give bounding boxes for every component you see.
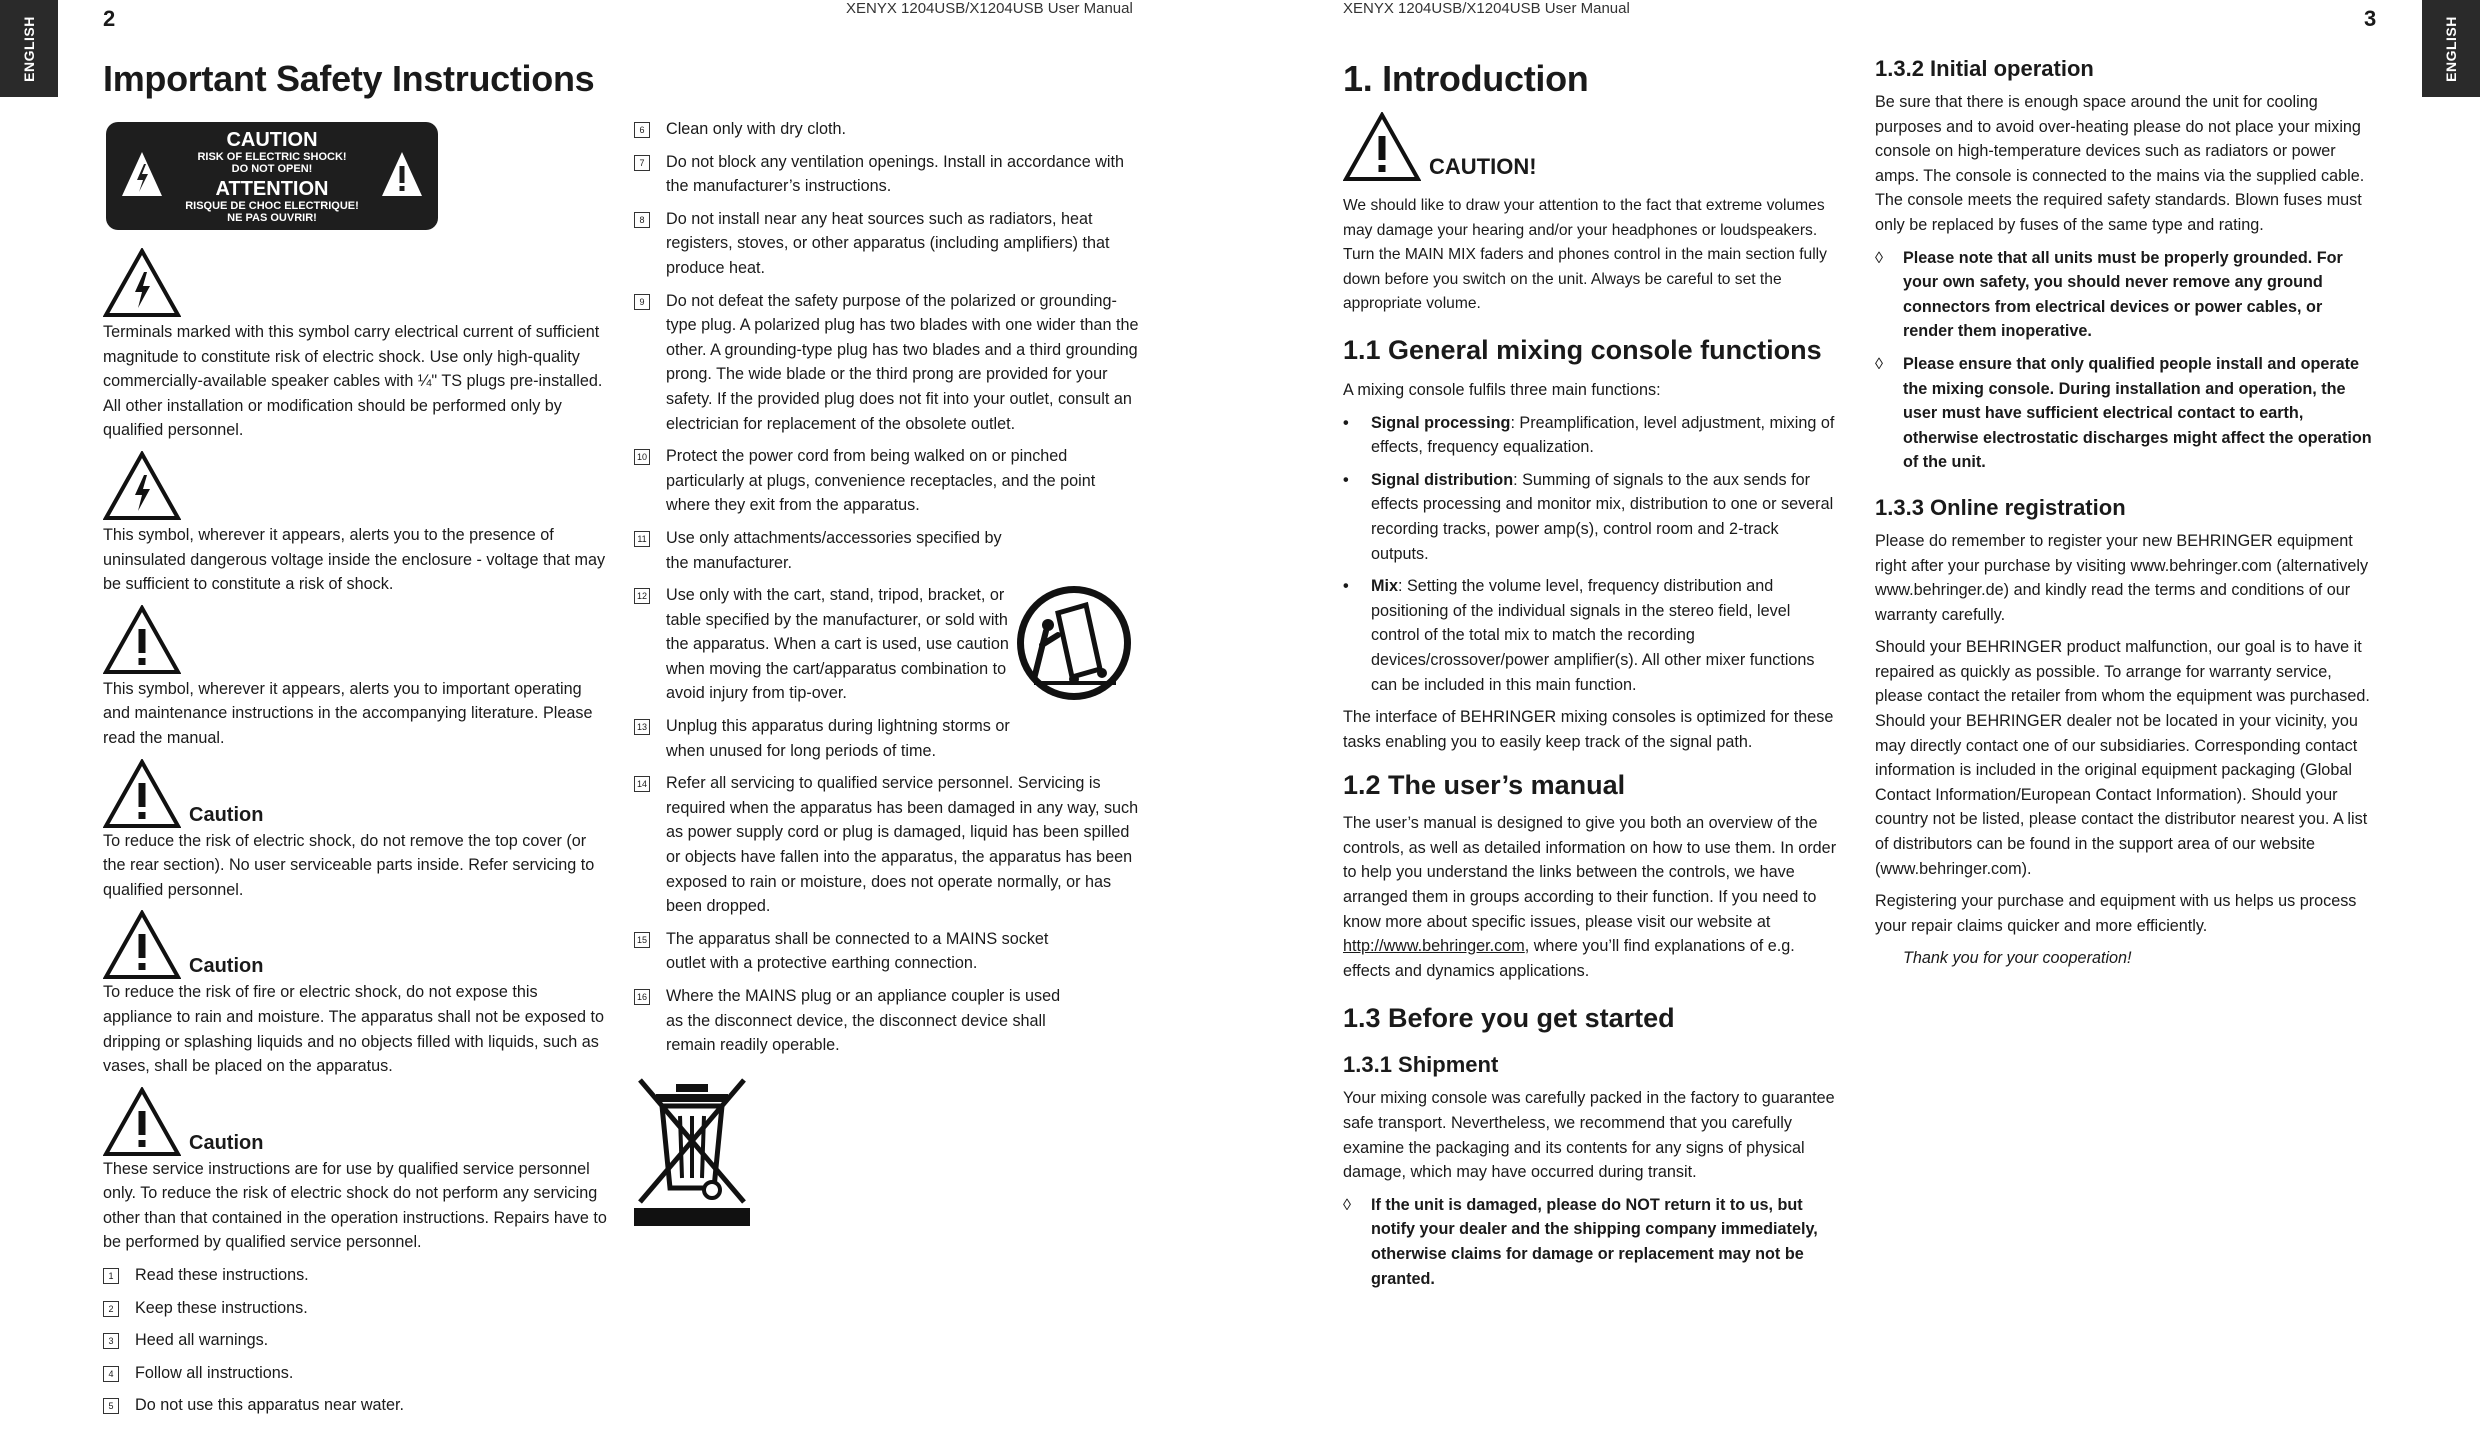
list-item: [103, 1296, 608, 1321]
list-text: The apparatus shall be connected to a MAINS socket outlet with a protective earthing connection.: [666, 929, 1049, 973]
caution-plate-line: DO NOT OPEN!: [231, 163, 313, 175]
bullet-term: Signal distribution: [1371, 470, 1514, 489]
list-number: 1: [103, 1268, 119, 1284]
lightning-warning-icon: [103, 451, 181, 521]
bullet-term: Mix: [1371, 577, 1398, 596]
paragraph: Your mixing console was carefully packed in the factory to guarantee safe transport. Nevertheless, we recommend that you carefully examine the packaging and its contents for any signs of physical damage, which may have occurred during transit.: [1343, 1089, 1835, 1182]
list-number: 4: [103, 1366, 119, 1382]
list-text: Do not block any ventilation openings. Install in accordance with the manufacturer’s instructions.: [666, 152, 1125, 196]
list-number: 13: [634, 719, 650, 735]
instruction-list-part-1: [103, 1263, 608, 1418]
list-text: Do not use this apparatus near water.: [135, 1396, 405, 1415]
list-text: Use only attachments/accessories specified by the manufacturer.: [666, 528, 1002, 572]
list-item: [634, 714, 1139, 763]
list-text: Heed all warnings.: [135, 1331, 269, 1350]
bullet-text: [1371, 411, 1838, 460]
subsection-heading: 1.3.3 Online registration: [1875, 494, 2126, 520]
bullet-body: : Preamplification, level adjustment, mixing of effects, frequency equalization.: [1371, 413, 1835, 457]
exclamation-warning-icon: [380, 150, 424, 198]
right-column-2: [1875, 56, 2375, 971]
list-text: Refer all servicing to qualified service personnel. Servicing is required when the apparatus has been damaged in any way, such as power supply cord or plug is damaged, liquid has been spilled or objects have fallen into the apparatus, the apparatus has been exposed to rain or moisture, does not operate normally, or has been dropped.: [666, 774, 1139, 916]
list-number: 15: [634, 932, 650, 948]
symbol-3-text: This symbol, wherever it appears, alerts you to important operating and maintenance instructions in the accompanying literature. Please read the manual.: [103, 679, 593, 747]
caution-2-header: [103, 910, 608, 980]
list-number: 9: [634, 294, 650, 310]
note-item: [1343, 1193, 1838, 1291]
caution-plate-line: NE PAS OUVRIR!: [227, 212, 317, 224]
list-number: 5: [103, 1398, 119, 1414]
bullet-body: : Summing of signals to the aux sends for effects processing and monitor mix, distribution to one or several recording tracks, power amp(s), control room and 2-track outputs.: [1371, 470, 1834, 563]
section-heading: 1.2 The user’s manual: [1343, 770, 1626, 801]
paragraph: Please do remember to register your new BEHRINGER equipment right after your purchase by visiting www.behringer.com (alternatively www.behringer.de) and kindly read the terms and conditions of our warranty carefully.: [1875, 531, 2369, 624]
subsection-heading: 1.3.1 Shipment: [1343, 1052, 1499, 1078]
note-text: Please note that all units must be properly grounded. For your own safety, you should never remove any ground connectors from electrical devices or power cables, or render them inoperative.: [1903, 248, 2343, 341]
paragraph: [1343, 811, 1838, 983]
symbol-2-text: This symbol, wherever it appears, alerts you to the presence of uninsulated dangerous voltage inside the enclosure - voltage that may be sufficient to constitute a risk of shock.: [103, 525, 606, 594]
list-item: [103, 1361, 608, 1386]
list-item: [634, 444, 1139, 518]
caution-plate-line: ATTENTION: [215, 178, 329, 200]
list-item: [634, 984, 1079, 1058]
list-number: 14: [634, 776, 650, 792]
caution-2-title: Caution: [189, 955, 264, 978]
section-title: 1. Introduction: [1343, 58, 1589, 99]
list-text: Do not install near any heat sources such as radiators, heat registers, stoves, or other apparatus (including amplifiers) that produce heat.: [666, 209, 1110, 277]
paragraph: Should your BEHRINGER product malfunction, our goal is to have it repaired as quickly as possible. To arrange for warranty service, please contact the retailer from whom the equipment was purchased. Should your BEHRINGER dealer not be located in your vicinity, you may directly contact one of our subsidiaries. Corresponding contact information is included in the original equipment packaging (Global Contact Information/European Contact Information). Should your country not be listed, please contact the distributor nearest you. A list of distributors can be found in the support area of our website (www.behringer.com).: [1875, 638, 2370, 878]
list-item: [103, 1263, 608, 1288]
list-text: Do not defeat the safety purpose of the polarized or grounding-type plug. A polarized plug has two blades with one wider than the other. A grounding-type plug has two blades and a third grounding prong. The wide blade or the third prong are provided for your safety. If the provided plug does not fit into your outlet, consult an electrician for replacement of the obsolete outlet.: [666, 291, 1139, 433]
paragraph: The interface of BEHRINGER mixing consoles is optimized for these tasks enabling you to easily keep track of the signal path.: [1343, 708, 1834, 751]
manual-title-left: XENYX 1204USB/X1204USB User Manual: [846, 0, 1133, 17]
bullet-term: Signal processing: [1371, 413, 1511, 432]
list-item: [103, 1328, 608, 1353]
right-column-1: [1343, 58, 1838, 1291]
section-heading: 1.3 Before you get started: [1343, 1003, 1675, 1034]
caution-3-text: These service instructions are for use by qualified service personnel only. To reduce the risk of electric shock do not perform any servicing other than that contained in the operation instructions. Repairs have to be performed by qualified service personnel.: [103, 1159, 607, 1252]
note-item: [1875, 246, 2375, 344]
list-text: Clean only with dry cloth.: [666, 120, 846, 138]
note-text: If the unit is damaged, please do NOT return it to us, but notify your dealer and the shipping company immediately, otherwise claims for damage or replacement may not be granted.: [1371, 1195, 1818, 1288]
list-text: Use only with the cart, stand, tripod, bracket, or table specified by the manufacturer, or sold with the apparatus. When a cart is used, use caution when moving the cart/apparatus combination to avoid injury from tip-over.: [666, 586, 1009, 703]
intro-caution-header: [1343, 112, 1838, 182]
list-text: Unplug this apparatus during lightning storms or when unused for long periods of time.: [666, 717, 1010, 760]
caution-plate-line: RISK OF ELECTRIC SHOCK!: [197, 151, 347, 163]
diamond-marker: ◊: [1343, 1195, 1351, 1214]
list-text: Keep these instructions.: [135, 1298, 308, 1317]
bullet-item: [1343, 411, 1838, 460]
list-item: [634, 117, 1139, 142]
paragraph-text: The user’s manual is designed to give you both an overview of the controls, as well as detailed information on how to use them. In order to help you understand the links between the controls, we have arranged them in groups according to their function. If you need to know more about specific issues, please visit our website at: [1343, 814, 1837, 931]
list-number: 6: [634, 122, 650, 138]
list-item: [634, 150, 1139, 199]
bullet-marker: •: [1343, 470, 1349, 489]
list-item: [634, 583, 1016, 706]
caution-3-header: [103, 1087, 608, 1157]
subsection-heading: 1.3.2 Initial operation: [1875, 56, 2094, 81]
caution-label-plate: [106, 122, 438, 230]
diamond-marker: ◊: [1875, 354, 1883, 373]
intro-caution-title: CAUTION!: [1429, 154, 1537, 179]
bullet-body: : Setting the volume level, frequency distribution and positioning of the individual signals in the stereo field, level control of the total mix to match the recording devices/crossover/power amplifier(s). All other mixer functions can be included in this main function.: [1371, 577, 1815, 694]
paragraph: A mixing console fulfils three main functions:: [1343, 380, 1661, 399]
list-item: [634, 207, 1139, 281]
caution-2-text: To reduce the risk of fire or electric shock, do not expose this appliance to rain and moisture. The apparatus shall not be exposed to dripping or splashing liquids and no objects filled with liquids, such as vases, shall be placed on the apparatus.: [103, 983, 604, 1076]
weee-disposal-bin-icon: [634, 1076, 750, 1226]
list-text: Follow all instructions.: [135, 1363, 294, 1382]
paragraph: Be sure that there is enough space around the unit for cooling purposes and to avoid over-heating please do not place your mixing console on high-temperature devices such as radiators or power amps. The console is connected to the mains via the supplied cable. The console meets the required safety standards. Blown fuses must only be replaced by fuses of the same type and rating.: [1875, 93, 2365, 234]
bullet-item: [1343, 468, 1838, 566]
list-item: [634, 289, 1139, 437]
exclamation-warning-icon: [1343, 112, 1421, 182]
exclamation-warning-icon: [103, 910, 181, 980]
list-number: 10: [634, 449, 650, 465]
exclamation-warning-icon: [103, 759, 181, 829]
cart-instruction-block: [634, 583, 1139, 706]
bullet-text: [1371, 468, 1838, 566]
exclamation-warning-icon: [103, 605, 181, 675]
paragraph: Registering your purchase and equipment with us helps us process your repair claims quicker and more efficiently.: [1875, 892, 2357, 935]
page-title: Important Safety Instructions: [103, 58, 595, 99]
list-text: Protect the power cord from being walked on or pinched particularly at plugs, convenience receptacles, and the point where they exit from the apparatus.: [666, 447, 1096, 515]
caution-3-title: Caution: [189, 1131, 264, 1154]
language-tab-label: ENGLISH: [21, 15, 37, 82]
left-column-2: [634, 117, 1139, 1226]
list-item: [103, 1393, 608, 1418]
caution-1-text: To reduce the risk of electric shock, do not remove the top cover (or the rear section). No user serviceable parts inside. Refer servicing to qualified personnel.: [103, 831, 595, 899]
list-item: [634, 927, 1079, 976]
list-number: 8: [634, 212, 650, 228]
diamond-marker: ◊: [1875, 248, 1883, 267]
list-number: 12: [634, 588, 650, 604]
language-tab-left: [0, 0, 58, 97]
bullet-text: [1371, 574, 1838, 697]
exclamation-warning-icon: [103, 1087, 181, 1157]
list-number: 2: [103, 1301, 119, 1317]
list-item: [634, 771, 1139, 919]
intro-text: We should like to draw your attention to the fact that extreme volumes may damage your hearing and/or your headphones or loudspeakers. Turn the MAIN MIX faders and phones control in the main section fully down before you switch on the unit. Always be careful to set the appropriate volume.: [1343, 197, 1827, 313]
paragraph-text: , where you’ll find explanations of e.g. effects and dynamics applications.: [1343, 937, 1795, 980]
list-text: Read these instructions.: [135, 1266, 309, 1285]
page-number-left: 2: [103, 6, 116, 31]
section-heading: 1.1 General mixing console functions: [1343, 334, 1822, 365]
thank-you-note: Thank you for your cooperation!: [1903, 949, 2132, 968]
note-text: Please ensure that only qualified people install and operate the mixing console. During installation and operation, the user must have sufficient electrical contact to earth, otherwise electrostatic discharges might affect the operation of the unit.: [1903, 354, 2372, 472]
caution-plate-line: CAUTION: [226, 129, 318, 151]
terminal-lightning-icon: [103, 248, 181, 318]
lightning-warning-icon: [120, 150, 164, 198]
list-number: 16: [634, 989, 650, 1005]
list-number: 7: [634, 155, 650, 171]
bullet-marker: •: [1343, 413, 1349, 432]
page-number-right: 3: [2364, 6, 2377, 31]
language-tab-label: ENGLISH: [2443, 15, 2459, 82]
caution-1-header: [103, 759, 608, 829]
left-column-1: [103, 122, 608, 1418]
bullet-item: [1343, 574, 1838, 697]
list-number: 3: [103, 1333, 119, 1349]
list-text: Where the MAINS plug or an appliance coupler is used as the disconnect device, the disconnect device shall remain readily operable.: [666, 987, 1061, 1055]
website-link[interactable]: http://www.behringer.com: [1343, 937, 1525, 956]
caution-plate-line: RISQUE DE CHOC ELECTRIQUE!: [185, 200, 359, 212]
cart-tip-over-warning-icon: [1014, 583, 1134, 703]
list-item: [634, 526, 1024, 575]
caution-1-title: Caution: [189, 803, 264, 826]
list-number: 11: [634, 531, 650, 547]
bullet-marker: •: [1343, 577, 1349, 596]
note-item: [1875, 352, 2375, 475]
manual-title-right: XENYX 1204USB/X1204USB User Manual: [1343, 0, 1630, 17]
language-tab-right: [2422, 0, 2480, 97]
symbol-1-text: Terminals marked with this symbol carry electrical current of sufficient magnitude to constitute risk of electric shock. Use only high-quality commercially-available speaker cables with ¼" TS plugs pre-installed. All other installation or modification should be performed only by qualified personnel.: [103, 323, 603, 440]
